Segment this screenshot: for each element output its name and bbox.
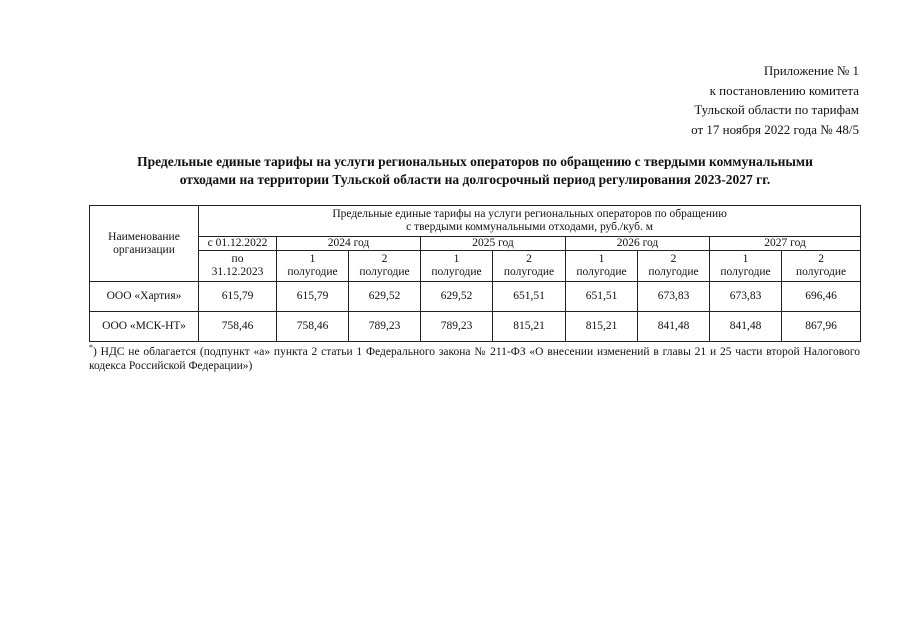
appendix-line: от 17 ноября 2022 года № 48/5 (691, 121, 859, 137)
period-header-cell: с 01.12.2022 (199, 237, 277, 251)
value-cell: 696,46 (782, 282, 861, 312)
value-cell: 815,21 (493, 312, 566, 342)
half-year-header-cell: 1 полугодие (421, 251, 493, 282)
half-year-header-cell: 1 полугодие (566, 251, 638, 282)
value-cell: 758,46 (199, 312, 277, 342)
appendix-line: к постановлению комитета (709, 82, 859, 98)
year-header-cell: 2025 год (421, 237, 566, 251)
footnote-text: ) НДС не облагается (подпункт «а» пункта 2 статьи 1 Федерального закона № 211-ФЗ «О внесении изменений в главы 21 и 25 части второй Налогового кодекса Российской Федерации») (89, 346, 860, 372)
period-header-cell: по 31.12.2023 (199, 251, 277, 282)
half-year-header-cell: 2 полугодие (349, 251, 421, 282)
year-header-cell: 2026 год (566, 237, 710, 251)
value-cell: 615,79 (277, 282, 349, 312)
footnote (89, 345, 860, 373)
org-cell: ООО «Хартия» (90, 282, 199, 312)
table-header-row (90, 251, 861, 282)
title-line: Предельные единые тарифы на услуги региональных операторов по обращению с твердыми коммунальными (137, 154, 813, 169)
value-cell: 651,51 (493, 282, 566, 312)
value-cell: 867,96 (782, 312, 861, 342)
half-year-header-cell: 1 полугодие (277, 251, 349, 282)
value-cell: 651,51 (566, 282, 638, 312)
title-line: отходами на территории Тульской области на долгосрочный период регулирования 2023-2027 гг. (179, 172, 771, 187)
appendix-header (691, 61, 859, 139)
value-cell: 758,46 (277, 312, 349, 342)
year-header-cell: 2027 год (710, 237, 861, 251)
value-cell: 815,21 (566, 312, 638, 342)
value-cell: 629,52 (349, 282, 421, 312)
table-row (90, 312, 861, 342)
value-cell: 789,23 (349, 312, 421, 342)
table-row (90, 282, 861, 312)
appendix-line: Тульской области по тарифам (694, 102, 859, 117)
document-title (90, 153, 860, 189)
org-header-cell: Наименование организации (90, 206, 199, 282)
year-header-cell: 2024 год (277, 237, 421, 251)
value-cell: 615,79 (199, 282, 277, 312)
value-cell: 629,52 (421, 282, 493, 312)
table-header-row (90, 206, 861, 237)
value-cell: 789,23 (421, 312, 493, 342)
tariff-header-cell: Предельные единые тарифы на услуги региональных операторов по обращению с твердыми коммунальными отходами, руб./куб. м (199, 206, 861, 237)
tariff-table (89, 205, 861, 342)
half-year-header-cell: 1 полугодие (710, 251, 782, 282)
half-year-header-cell: 2 полугодие (493, 251, 566, 282)
half-year-header-cell: 2 полугодие (782, 251, 861, 282)
value-cell: 673,83 (710, 282, 782, 312)
table-header-row (90, 237, 861, 251)
value-cell: 673,83 (638, 282, 710, 312)
org-cell: ООО «МСК-НТ» (90, 312, 199, 342)
appendix-line: Приложение № 1 (763, 63, 859, 78)
value-cell: 841,48 (710, 312, 782, 342)
value-cell: 841,48 (638, 312, 710, 342)
footnote-marker: * (89, 343, 93, 353)
half-year-header-cell: 2 полугодие (638, 251, 710, 282)
